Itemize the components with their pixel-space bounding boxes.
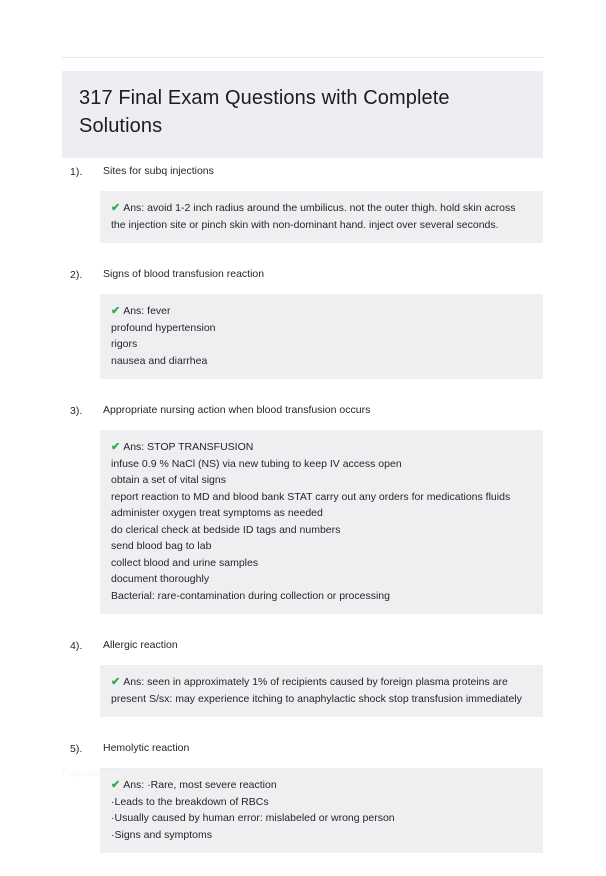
answer-line: send blood bag to lab: [111, 540, 212, 552]
question-row: [0, 402, 606, 419]
block-spacer: [0, 853, 606, 876]
green-check-icon: ✔: [111, 779, 121, 791]
question-block: [0, 163, 606, 266]
answer-line: do clerical check at bedside ID tags and numbers: [111, 523, 341, 536]
question-prompt: Signs of blood transfusion reaction: [103, 268, 265, 280]
footer-watermark: PaperStic.com: [62, 767, 124, 778]
answer-line: collect blood and urine samples: [111, 556, 259, 569]
answer-box: [100, 665, 543, 717]
question-block: [0, 402, 606, 637]
question-prompt: Appropriate nursing action when blood transfusion occurs: [103, 404, 371, 416]
question-row: [0, 740, 606, 757]
answer-line: infuse 0.9 % NaCl (NS) via new tubing to keep IV access open: [111, 457, 402, 470]
answer-line: ·Signs and symptoms: [111, 828, 212, 841]
answer-line: document thoroughly: [111, 573, 210, 585]
answer-line: [111, 777, 532, 794]
answer-line: profound hypertension: [111, 321, 216, 334]
answer-line: report reaction to MD and blood bank STAT carry out any orders for medications fluids: [111, 490, 511, 503]
header-divider: [62, 57, 543, 58]
answer-line: Bacterial: rare-contamination during collection or processing: [111, 589, 390, 602]
page-title: 317 Final Exam Questions with Complete Solutions: [62, 71, 543, 158]
question-number: 1).: [70, 166, 83, 178]
answer-line: administer oxygen treat symptoms as needed: [111, 507, 323, 519]
green-check-icon: ✔: [111, 202, 121, 214]
answer-line: [111, 674, 532, 707]
answer-line: [111, 303, 532, 320]
footer-page-number: Page 1 of 14: [486, 767, 543, 778]
answer-line: ·Usually caused by human error: mislabeled or wrong person: [111, 812, 395, 824]
answer-text: Ans: ·Rare, most severe reaction: [123, 779, 277, 791]
block-spacer: [0, 243, 606, 266]
answer-line: rigors: [111, 338, 138, 350]
block-spacer: [0, 717, 606, 740]
answer-box: [100, 294, 543, 379]
block-spacer: [0, 614, 606, 637]
answer-text: Ans: STOP TRANSFUSION: [123, 441, 254, 453]
question-row: [0, 266, 606, 283]
answer-text: Ans: seen in approximately 1% of recipients caused by foreign plasma proteins are present S/sx: may experience itching to anaphylactic shock stop transfusion immediately: [111, 676, 522, 705]
answer-text: Ans: fever: [123, 305, 171, 317]
question-block: [0, 740, 606, 876]
question-number: 4).: [70, 640, 83, 652]
block-spacer: [0, 379, 606, 402]
question-row: [0, 637, 606, 654]
page-footer: [62, 767, 543, 778]
question-row: [0, 163, 606, 180]
question-block: [0, 637, 606, 740]
question-number: 2).: [70, 269, 83, 281]
answer-line: ·Leads to the breakdown of RBCs: [111, 795, 269, 808]
green-check-icon: ✔: [111, 441, 121, 453]
answer-line: nausea and diarrhea: [111, 354, 208, 367]
answer-line: [111, 439, 532, 456]
question-number: 5).: [70, 743, 83, 755]
question-prompt: Allergic reaction: [103, 639, 178, 651]
answer-box: [100, 430, 543, 614]
answer-box: [100, 768, 543, 853]
answer-box: [100, 191, 543, 243]
answer-line: [111, 200, 532, 233]
green-check-icon: ✔: [111, 305, 121, 317]
answer-line: obtain a set of vital signs: [111, 474, 226, 486]
question-block: [0, 266, 606, 402]
question-number: 3).: [70, 405, 83, 417]
green-check-icon: ✔: [111, 676, 121, 688]
answer-text: Ans: avoid 1-2 inch radius around the umbilicus. not the outer thigh. hold skin across the injection site or pinch skin with non-dominant hand. inject over several seconds.: [111, 202, 516, 231]
question-prompt: Hemolytic reaction: [103, 742, 190, 754]
question-prompt: Sites for subq injections: [103, 165, 214, 177]
